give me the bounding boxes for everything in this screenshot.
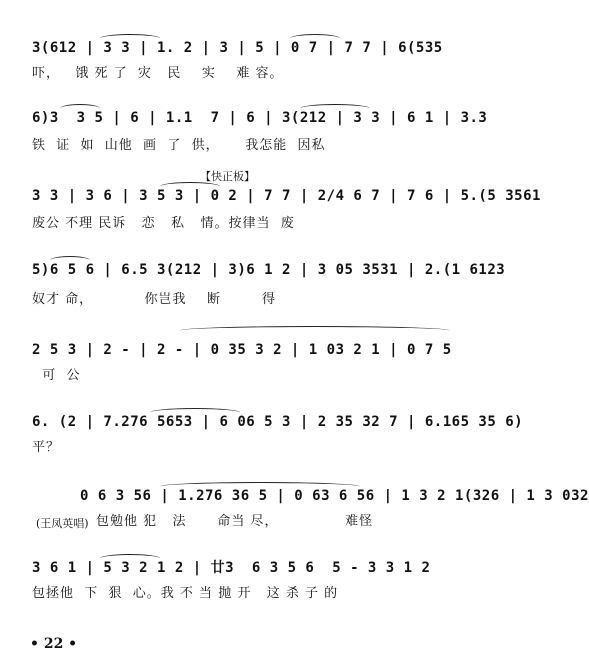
slur-mark bbox=[160, 182, 220, 191]
lyric-line: 平？ bbox=[32, 440, 61, 455]
slur-mark bbox=[60, 104, 100, 113]
lyric-line: 铁 证 如 山他 画 了 供， 我怎能 因私 bbox=[32, 138, 326, 153]
slur-mark bbox=[300, 104, 370, 113]
slur-mark bbox=[100, 34, 160, 43]
singer-marking: (王凤英唱) bbox=[36, 517, 89, 530]
notation-line: 6. (2 | 7.276 5653 | 6 06 5 3 | 2 35 32 7 | 6.165 35 6) bbox=[32, 414, 524, 430]
notation-line: 2 5 3 | 2 - | 2 - | 0 35 3 2 | 1 03 2 1 | 0 7 5 bbox=[32, 342, 452, 358]
slur-mark bbox=[180, 326, 450, 335]
slur-mark bbox=[150, 408, 240, 417]
lyric-line: 吓， 饿 死 了 灾 民 实 难 容。 bbox=[32, 66, 284, 81]
lyric-line: 包勉他 犯 法 命当 尽， 难怪 bbox=[96, 514, 374, 529]
slur-mark bbox=[290, 34, 340, 43]
notation-line: 6)3 3 5 | 6 | 1.1 7 | 6 | 3(212 | 3 3 | 6 1 | 3.3 bbox=[32, 110, 488, 126]
slur-mark bbox=[160, 482, 360, 491]
notation-line: 5)6 5 6 | 6.5 3(212 | 3)6 1 2 | 3 05 3531 | 2.(1 6123 bbox=[32, 262, 506, 278]
notation-line: 3 3 | 3 6 | 3 5 3 | 0 2 | 7 7 | 2/4 6 7 | 7 6 | 5.(5 3561 bbox=[32, 188, 541, 204]
notation-line: 0 6 3 56 | 1.276 36 5 | 0 63 6 56 | 1 3 2 1(326 | 1 3 032 bbox=[80, 488, 589, 504]
tempo-marking: 【快正板】 bbox=[200, 170, 255, 183]
lyric-line: 包拯他 下 狠 心。我 不 当 抛 开 这 杀 子 的 bbox=[32, 586, 339, 601]
page-number: • 22 • bbox=[30, 636, 78, 652]
lyric-line: 可 公 bbox=[32, 368, 81, 383]
lyric-line: 废公 不理 民诉 恋 私 情。按律当 废 bbox=[32, 216, 295, 231]
lyric-line: 奴才 命， 你岂我 断 得 bbox=[32, 292, 277, 307]
slur-mark bbox=[100, 554, 160, 563]
notation-line: 3(612 | 3 3 | 1. 2 | 3 | 5 | 0 7 | 7 7 | 6(535 bbox=[32, 40, 443, 56]
notation-line: 3 6 1 | 5 3 2 1 2 | 廿3 6 3 5 6 5 - 3 3 1 2 bbox=[32, 560, 431, 576]
slur-mark bbox=[50, 256, 90, 265]
